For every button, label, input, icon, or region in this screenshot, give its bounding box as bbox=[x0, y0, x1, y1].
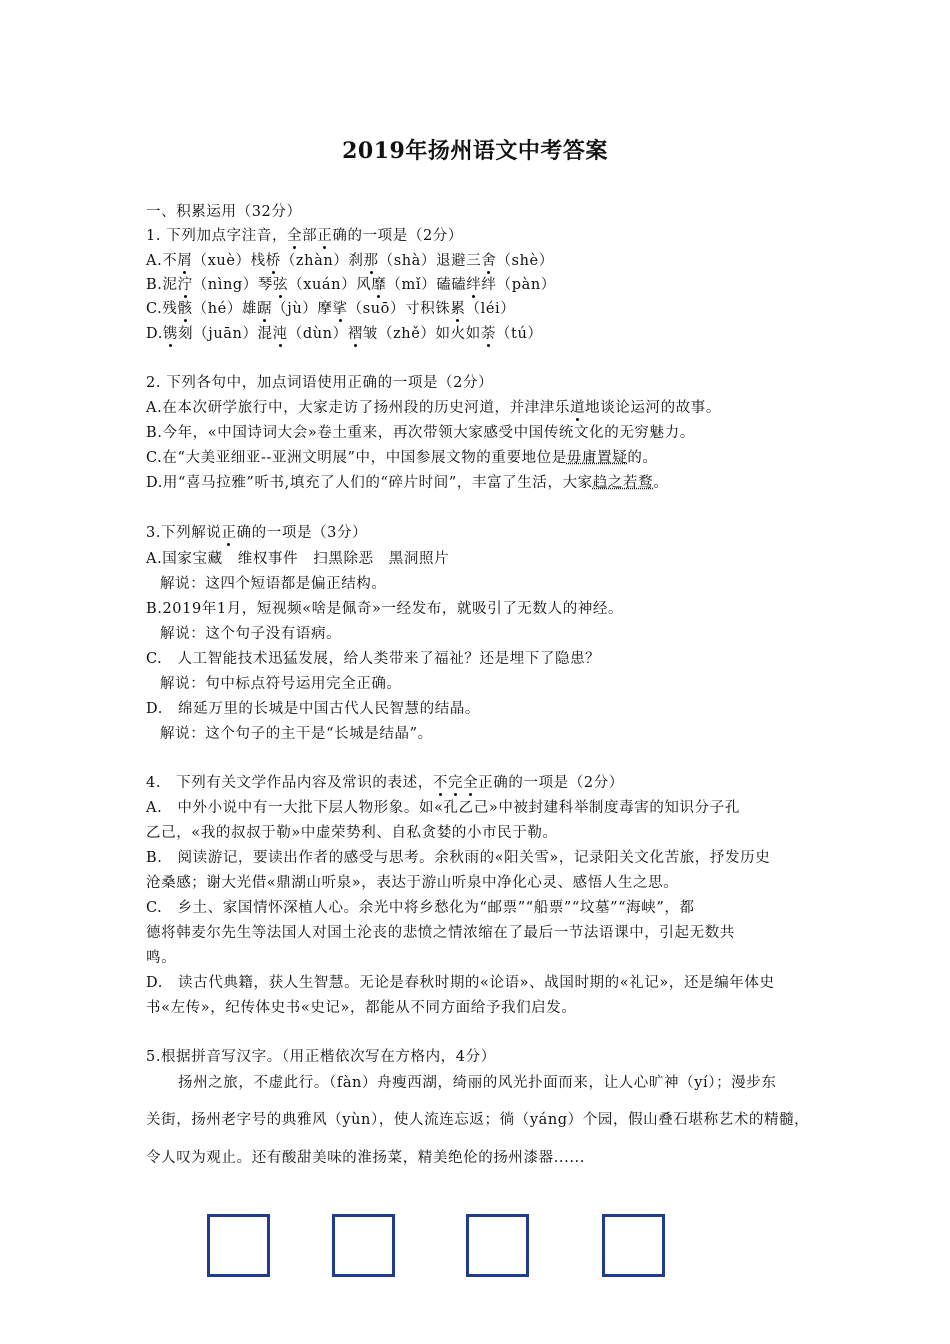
q4-option-c-line3: 鸣。 bbox=[146, 950, 177, 966]
answer-box-2[interactable] bbox=[332, 1214, 395, 1277]
answer-box-3[interactable] bbox=[466, 1214, 529, 1277]
q4-option-d-line2: 书«左传»，纪传体史书«史记»，都能从不同方面给予我们启发。 bbox=[146, 1000, 577, 1016]
page-title: 2019年扬州语文中考答案 bbox=[342, 138, 608, 164]
q2-option-b: B.今年，«中国诗词大会»卷土重来，再次带领大家感受中国传统文化的无穷魅力。 bbox=[146, 425, 695, 441]
q4-option-a-line2: 乙己，«我的叔叔于勒»中虚荣势利、自私贪婪的小市民于勒。 bbox=[146, 825, 558, 841]
q2-option-a: A.在本次研学旅行中，大家走访了扬州段的历史河道，并津津乐道地谈论运河的故事。 bbox=[146, 400, 721, 416]
q4-option-b-line1: B. 阅读游记，要读出作者的感受与思考。余秋雨的«阳关雪»，记录阳关文化苦旅，抒发历史 bbox=[146, 850, 771, 866]
q3-stem: 3.下列解说正确的一项是（3分） bbox=[146, 525, 368, 541]
answer-box-1[interactable] bbox=[207, 1214, 270, 1277]
q4-stem: 4. 下列有关文学作品内容及常识的表述，不完全正确的一项是（2分） bbox=[146, 775, 624, 791]
q2-option-c: C.在“大美亚细亚--亚洲文明展”中，中国参展文物的重要地位是毋庸置疑的。 bbox=[146, 450, 658, 466]
q4-option-c-line1: C. 乡土、家国情怀深植人心。余光中将乡愁化为“邮票”“船票”“坟墓”“海峡”，都 bbox=[146, 900, 695, 916]
q4-option-a-line1: A. 中外小说中有一大批下层人物形象。如«孔乙己»中被封建科举制度毒害的知识分子孔 bbox=[146, 800, 740, 816]
answer-box-4[interactable] bbox=[602, 1214, 665, 1277]
q1-option-b: B.泥泞（nìng）琴弦（xuán）风靡（mǐ）磕磕绊绊（pàn） bbox=[146, 277, 556, 293]
section-heading: 一、积累运用（32分） bbox=[146, 204, 302, 220]
q4-option-d-line1: D. 读古代典籍，获人生智慧。无论是春秋时期的«论语»、战国时期的«礼记»，还是编年体史 bbox=[146, 975, 775, 991]
q5-passage-line2: 关街，扬州老字号的典雅风（yùn），使人流连忘返；徜（yáng）个园，假山叠石堪称艺术的精髓， bbox=[146, 1112, 810, 1128]
q1-option-c: C.残骸（hé）雄踞（jù）摩挲（suō）寸积铢累（léi） bbox=[146, 301, 516, 317]
q3-option-b: B.2019年1月，短视频«啥是佩奇»一经发布，就吸引了无数人的神经。 bbox=[146, 601, 624, 617]
q1-option-a: A.不屑（xuè）栈桥（zhàn）刹那（shà）退避三舍（shè） bbox=[146, 253, 554, 269]
q3-option-a: A.国家宝藏 维权事件 扫黑除恶 黑洞照片 bbox=[146, 551, 450, 567]
q3-note-d: 解说：这个句子的主干是“长城是结晶”。 bbox=[160, 726, 433, 742]
q2-option-d: D.用“喜马拉雅”听书,填充了人们的“碎片时间”，丰富了生活，大家趋之若鹜。 bbox=[146, 475, 669, 491]
q3-option-c: C. 人工智能技术迅猛发展，给人类带来了福祉？还是埋下了隐患？ bbox=[146, 651, 601, 667]
q4-option-b-line2: 沧桑感；谢大光借«鼎湖山听泉»，表达于游山听泉中净化心灵、感悟人生之思。 bbox=[146, 875, 679, 891]
q3-option-d: D. 绵延万里的长城是中国古代人民智慧的结晶。 bbox=[146, 701, 481, 717]
q1-option-d: D.镌刻（juān）混沌（dùn）褶皱（zhě）如火如荼（tú） bbox=[146, 326, 543, 342]
q5-stem: 5.根据拼音写汉字。（用正楷依次写在方格内，4分） bbox=[146, 1049, 496, 1065]
q5-passage-line1: 扬州之旅，不虚此行。（fàn）舟瘦西湖，绮丽的风光扑面而来，让人心旷神（yí）；漫步东 bbox=[178, 1075, 777, 1091]
q5-passage-line3: 令人叹为观止。还有酸甜美味的淮扬菜，精美绝伦的扬州漆器...... bbox=[146, 1150, 585, 1166]
q1-stem: 1. 下列加点字注音，全部正确的一项是（2分） bbox=[146, 228, 463, 244]
q4-option-c-line2: 德将韩麦尔先生等法国人对国土沦丧的悲愤之情浓缩在了最后一节法语课中，引起无数共 bbox=[146, 925, 735, 941]
q2-stem: 2. 下列各句中，加点词语使用正确的一项是（2分） bbox=[146, 375, 494, 391]
q3-note-a: 解说：这四个短语都是偏正结构。 bbox=[160, 576, 387, 592]
q3-note-c: 解说：句中标点符号运用完全正确。 bbox=[160, 676, 402, 692]
q3-note-b: 解说：这个句子没有语病。 bbox=[160, 626, 342, 642]
